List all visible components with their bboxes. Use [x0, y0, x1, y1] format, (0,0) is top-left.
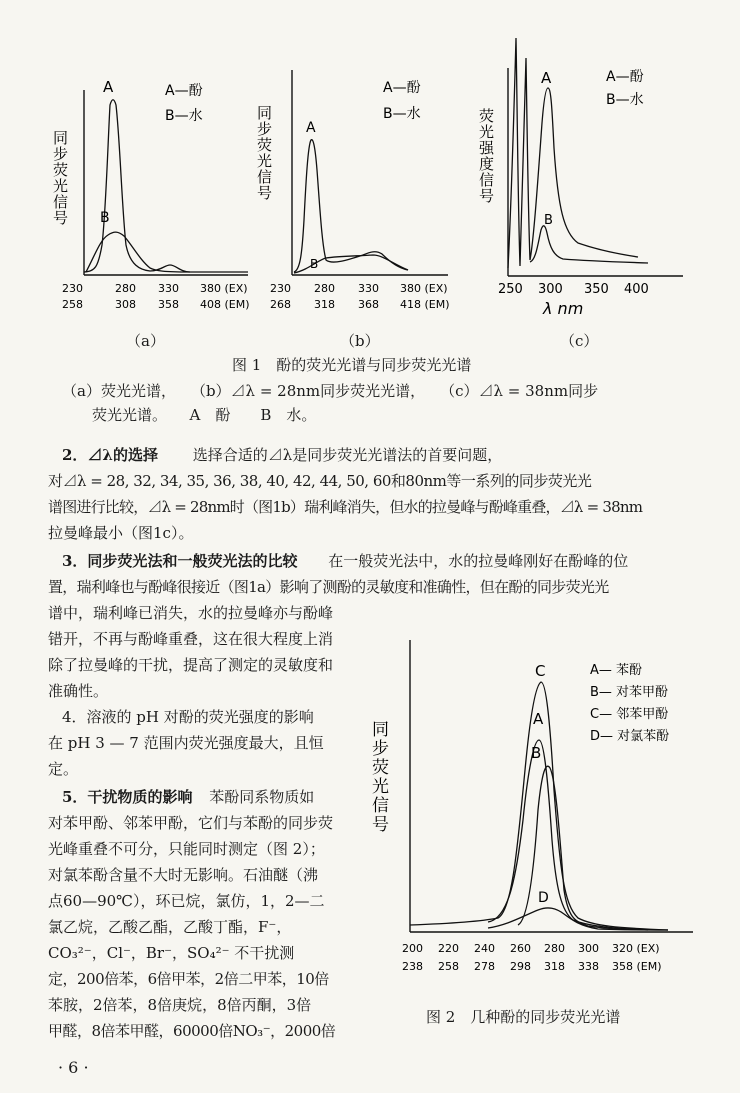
section-3-line3: 谱中，瑞利峰已消失，水的拉曼峰亦与酚峰	[48, 604, 334, 622]
section-5-line4: 对氯苯酚含量不大时无影响。石油醚（沸	[48, 866, 319, 884]
figure1-b-ex-tick-3: 380 (EX)	[400, 282, 448, 295]
figure2-ex-tick-2: 240	[474, 942, 495, 955]
figure1-b-panel-label: （b）	[340, 332, 380, 350]
figure1-a-ex-tick-3: 380 (EX)	[200, 282, 248, 295]
section-3-line1-body: 在一般荧光法中，水的拉曼峰刚好在酚峰的位	[328, 552, 629, 570]
figure2-peak-d: D	[538, 890, 549, 906]
section-5-line1-body: 苯酚同系物质如	[209, 788, 315, 806]
figure2-ylabel: 同步荧光信号	[368, 720, 388, 834]
figure2-ex-tick-0: 200	[402, 942, 423, 955]
section-2-line1-body: 选择合适的⊿λ是同步荧光光谱法的首要问题，	[192, 446, 503, 464]
figure1-b-peak-b: B	[310, 257, 319, 271]
figure1-b-em-tick-2: 368	[358, 298, 379, 311]
figure2-em-tick-4: 318	[544, 960, 565, 973]
figure1-b-legend-1: B—水	[383, 106, 421, 122]
figure2-peak-c: C	[535, 662, 546, 680]
figure2-legend-0: A— 苯酚	[590, 663, 643, 678]
section-5-heading: 5．干扰物质的影响	[62, 788, 193, 806]
figure1-a-em-tick-2: 358	[158, 298, 179, 311]
figure1-b-em-tick-1: 318	[314, 298, 335, 311]
figure2-em-tick-2: 278	[474, 960, 495, 973]
section-3-line5: 除了拉曼峰的干扰，提高了测定的灵敏度和	[48, 656, 334, 674]
section-2-line3: 谱图进行比较，⊿λ = 28nm时（图1b）瑞利峰消失，但水的拉曼峰与酚峰重叠，⊿λ = 38nm	[48, 498, 643, 516]
figure1-c-peak-a: A	[541, 69, 552, 87]
figure2-curve-d	[488, 908, 668, 930]
figure2-ex-tick-4: 280	[544, 942, 565, 955]
figure2-em-tick-1: 258	[438, 960, 459, 973]
figure1-a-legend-1: B—水	[165, 108, 203, 124]
section-2-heading: 2．⊿λ的选择	[62, 446, 158, 464]
figure2-ex-tick-3: 260	[510, 942, 531, 955]
figure1-c-x-tick-0: 250	[498, 282, 523, 297]
figure1-c-plot	[478, 28, 700, 320]
figure1-a-em-tick-3: 408 (EM)	[200, 298, 250, 311]
section-2-line4: 拉曼峰最小（图1c）。	[48, 524, 194, 542]
figure2-em-tick-3: 298	[510, 960, 531, 973]
section-5-line2: 对苯甲酚、邻苯甲酚，它们与苯酚的同步荧	[48, 814, 334, 832]
section-3-line4: 错开，不再与酚峰重叠，这在很大程度上消	[48, 630, 334, 648]
section-3-heading: 3．同步荧光法和一般荧光法的比较	[62, 552, 298, 570]
page-number: · 6 ·	[58, 1058, 89, 1077]
section-5-line1	[62, 784, 314, 810]
figure1-c-ylabel: 荧光强度信号	[477, 108, 495, 204]
figure1-a-peak-b: B	[100, 210, 110, 226]
figure1-a-ex-tick-2: 330	[158, 282, 179, 295]
figure1-c-x-tick-2: 350	[584, 282, 609, 297]
figure2-plot	[368, 640, 708, 985]
figure2-em-tick-5: 338	[578, 960, 599, 973]
section-2-line2: 对⊿λ = 28, 32, 34, 35, 36, 38, 40, 42, 44, 50, 60和80nm等一系列的同步荧光光	[48, 472, 592, 490]
figure1-b-em-tick-3: 418 (EM)	[400, 298, 450, 311]
figure1-caption-line2: 荧光光谱。 A 酚 B 水。	[92, 406, 317, 424]
figure1-a-em-tick-0: 258	[62, 298, 83, 311]
figure1-c-xlabel: λ nm	[543, 299, 584, 318]
section-5-line8: 定，200倍苯，6倍甲苯，2倍二甲苯，10倍	[48, 970, 329, 988]
figure1-caption-line1: （a）荧光光谱， （b）⊿λ = 28nm同步荧光光谱， （c）⊿λ = 38nm同步	[62, 382, 599, 400]
figure1-a-legend-0: A—酚	[165, 83, 203, 99]
section-3-line1	[62, 548, 712, 574]
figure1-b-peak-a: A	[306, 120, 316, 136]
section-5-line9: 苯胺，2倍苯，8倍庚烷，8倍丙酮，3倍	[48, 996, 312, 1014]
figure1-b-ylabel: 同步荧光信号	[255, 105, 273, 201]
figure2-em-tick-6: 358 (EM)	[612, 960, 662, 973]
figure1-a-ex-tick-0: 230	[62, 282, 83, 295]
figure1-c-x-tick-1: 300	[538, 282, 563, 297]
figure2-caption: 图 2 几种酚的同步荧光光谱	[426, 1008, 621, 1026]
section-4-line2: 在 pH 3 — 7 范围内荧光强度最大，且恒	[48, 734, 324, 752]
figure1-b-ex-tick-0: 230	[270, 282, 291, 295]
figure1-a-ylabel: 同步荧光信号	[51, 130, 69, 226]
figure1-c-x-tick-3: 400	[624, 282, 649, 297]
figure2-legend-3: D— 对氯苯酚	[590, 729, 670, 744]
figure1-c-legend-1: B—水	[606, 92, 644, 108]
section-4-line3: 定。	[48, 760, 79, 778]
section-2-line1	[62, 442, 702, 468]
figure1-b-legend-0: A—酚	[383, 80, 421, 96]
figure1-caption: 图 1 酚的荧光光谱与同步荧光光谱	[232, 356, 472, 374]
figure2-ex-tick-5: 300	[578, 942, 599, 955]
figure2-em-tick-0: 238	[402, 960, 423, 973]
figure1-c-peak-b: B	[544, 213, 553, 228]
section-3-line2: 置，瑞利峰也与酚峰很接近（图1a）影响了测酚的灵敏度和准确性，但在酚的同步荧光光	[48, 578, 609, 596]
section-4-line1: 4．溶液的 pH 对酚的荧光强度的影响	[62, 708, 314, 726]
figure1-a-plot	[40, 50, 270, 320]
figure2-legend-1: B— 对苯甲酚	[590, 685, 669, 700]
figure1-c-curve-b	[530, 226, 648, 263]
figure1-c-legend-0: A—酚	[606, 69, 644, 85]
section-5-line7: CO₃²⁻，Cl⁻，Br⁻，SO₄²⁻ 不干扰测	[48, 944, 295, 962]
figure1-a-ex-tick-1: 280	[115, 282, 136, 295]
figure1-b-ex-tick-2: 330	[358, 282, 379, 295]
figure1-a-panel-label: （a）	[126, 332, 165, 350]
section-5-line3: 光峰重叠不可分，只能同时测定（图 2）；	[48, 840, 325, 858]
figure1-b-curve-a	[294, 140, 408, 272]
section-5-line6: 氯乙烷，乙酸乙酯，乙酸丁酯，F⁻，	[48, 918, 292, 936]
figure2-peak-b: B	[531, 744, 542, 762]
section-5-line5: 点60—90℃），环已烷，氯仿，1，2—二	[48, 892, 325, 910]
section-3-line6: 准确性。	[48, 682, 109, 700]
section-5-line10: 甲醛，8倍苯甲醛，60000倍NO₃⁻，2000倍	[48, 1022, 336, 1040]
figure1-a-em-tick-1: 308	[115, 298, 136, 311]
figure1-b-plot	[255, 50, 478, 320]
figure1-b-ex-tick-1: 280	[314, 282, 335, 295]
figure2-ex-tick-1: 220	[438, 942, 459, 955]
figure2-peak-a: A	[533, 710, 544, 728]
figure2-ex-tick-6: 320 (EX)	[612, 942, 660, 955]
figure1-a-curve-a	[84, 100, 248, 272]
figure1-a-peak-a: A	[103, 78, 114, 96]
figure1-b-em-tick-0: 268	[270, 298, 291, 311]
figure1-c-panel-label: （c）	[560, 332, 599, 350]
figure2-legend-2: C— 邻苯甲酚	[590, 707, 669, 722]
